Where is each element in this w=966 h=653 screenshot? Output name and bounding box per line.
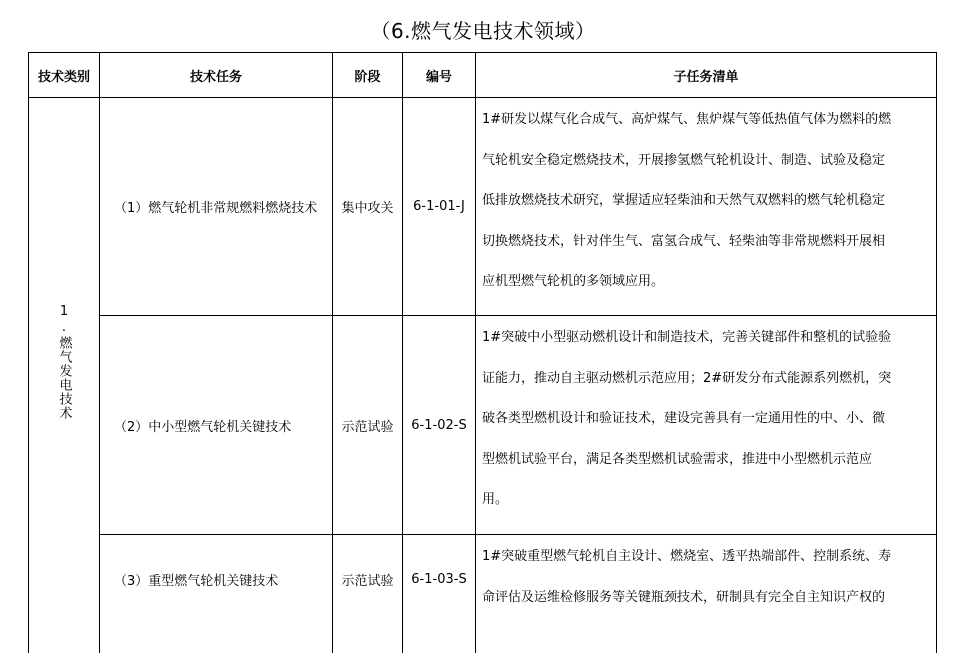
header-category: 技术类别: [37, 69, 90, 85]
task-table: [28, 52, 937, 653]
row3-code: 6-1-03-S: [411, 571, 467, 587]
row2-code: 6-1-02-S: [411, 417, 467, 433]
row3-subtasks: 1#突破重型燃气轮机自主设计、燃烧室、透平热端部件、控制系统、寿 命评估及运维检修服务等关键瓶颈技术，研制具有完全自主知识产权的: [482, 549, 892, 605]
row2-stage: 示范试验: [341, 419, 394, 435]
header-stage: 阶段: [354, 69, 381, 85]
header-subtasks: 子任务清单: [673, 69, 739, 85]
header-task: 技术任务: [189, 69, 242, 85]
header-code: 编号: [425, 69, 452, 85]
row1-task: （1）燃气轮机非常规燃料燃烧技术: [114, 201, 318, 216]
page-title: （6.燃气发电技术领域）: [370, 19, 596, 43]
row1-stage: 集中攻关: [341, 201, 394, 216]
row3-stage: 示范试验: [341, 573, 394, 589]
category-label: 1.燃气发电技术: [56, 304, 72, 420]
row3-task: （3）重型燃气轮机关键技术: [114, 573, 279, 589]
row2-task: （2）中小型燃气轮机关键技术: [114, 419, 292, 435]
row2-subtasks: 1#突破中小型驱动燃机设计和制造技术，完善关键部件和整机的试验验 证能力，推动自主驱动燃机示范应用；2#研发分布式能源系列燃机，突 破各类型燃机设计和验证技术，建设完善具有一定通用性的中、小、微 型燃机试验平台，满足各类型燃机试验需求，推进中小型燃机示范应 用。: [482, 330, 892, 507]
category-cell: [29, 98, 99, 626]
row1-code: 6-1-01-J: [413, 199, 465, 214]
row1-subtasks: 1#研发以煤气化合成气、高炉煤气、焦炉煤气等低热值气体为燃料的燃 气轮机安全稳定燃烧技术，开展掺氢燃气轮机设计、制造、试验及稳定 低排放燃烧技术研究，掌握适应轻柴油和天然气双燃料的燃气轮机稳定 切换燃烧技术，针对伴生气、富氢合成气、轻柴油等非常规燃料开展相 应机型燃气轮机的多领域应用。: [482, 112, 892, 289]
